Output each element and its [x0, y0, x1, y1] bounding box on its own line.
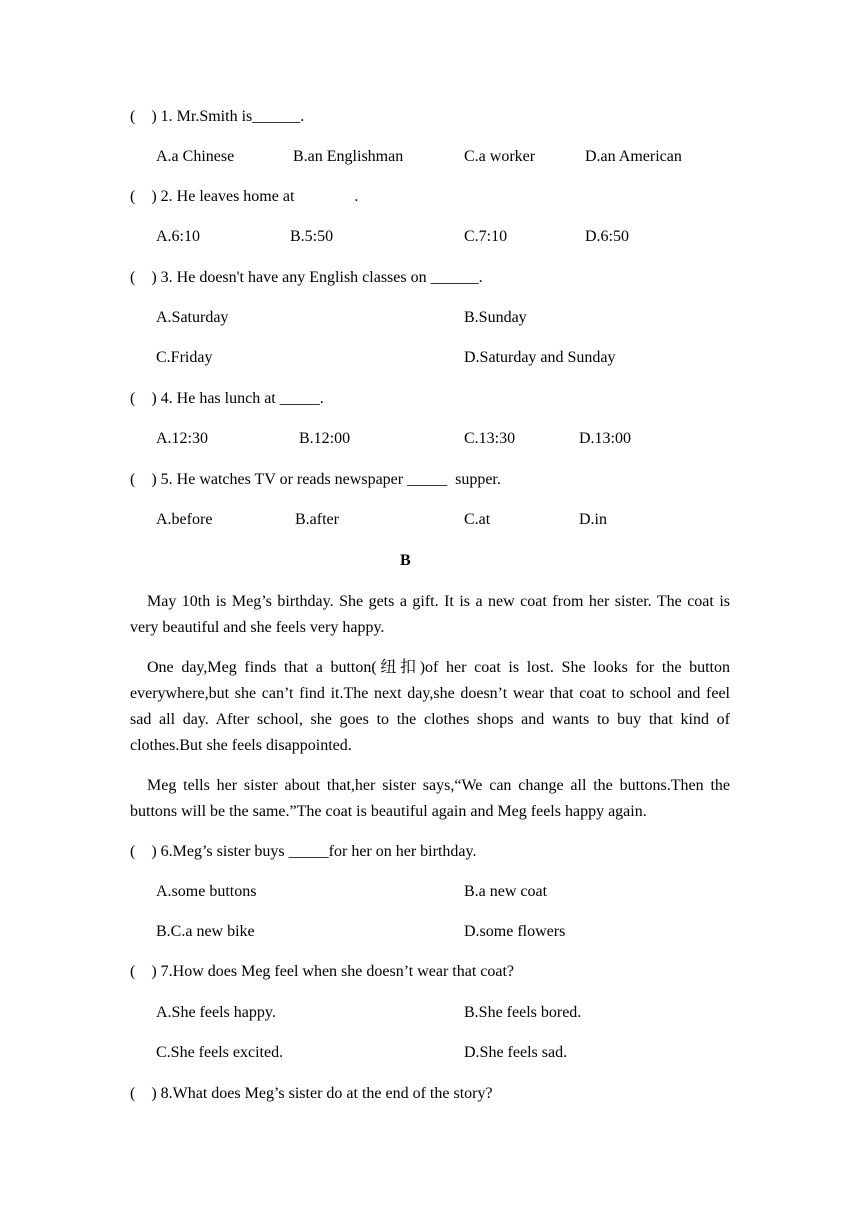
question-3 — [130, 269, 483, 287]
question-7 — [130, 963, 514, 981]
option-d: D.an American — [585, 148, 682, 165]
passage-paragraph-1: May 10th is Meg’s birthday. She gets a gift. It is a new coat from her sister. The coat is very beautiful and she feels very happy. — [130, 593, 730, 636]
answer-paren-open: ( — [130, 269, 136, 286]
question-2 — [130, 188, 358, 206]
question-stem: 1. Mr.Smith is — [160, 108, 253, 125]
section-heading: B — [400, 552, 411, 569]
answer-paren-open: ( — [130, 390, 136, 407]
option-a: A.before — [156, 511, 213, 528]
option-a: A.Saturday — [156, 309, 229, 326]
answer-paren-close: ) — [151, 1085, 157, 1102]
option-b: B.5:50 — [290, 228, 334, 245]
question-stem: 4. He has lunch at — [160, 390, 276, 407]
question-blank: ______ — [430, 269, 479, 286]
answer-paren-close: ) — [151, 963, 157, 980]
option-d: D.6:50 — [585, 228, 629, 245]
option-c: C.Friday — [156, 349, 213, 366]
question-stem-end: for her on her birthday. — [328, 843, 477, 860]
answer-paren-close: ) — [151, 390, 157, 407]
option-b: B.after — [295, 511, 339, 528]
question-1 — [130, 108, 304, 126]
option-b: B.Sunday — [464, 309, 527, 326]
question-8 — [130, 1085, 493, 1103]
question-stem-end: supper. — [455, 471, 501, 488]
answer-paren-close: ) — [151, 188, 157, 205]
answer-paren-close: ) — [151, 269, 157, 286]
option-a: A.some buttons — [156, 883, 257, 900]
answer-paren-close: ) — [151, 843, 157, 860]
question-stem-end: . — [319, 390, 324, 407]
answer-paren-close: ) — [151, 471, 157, 488]
question-blank: _____ — [279, 390, 320, 407]
option-c: C.13:30 — [464, 430, 516, 447]
option-c: C.She feels excited. — [156, 1044, 284, 1061]
option-a: A.12:30 — [156, 430, 208, 447]
answer-paren-close: ) — [151, 108, 157, 125]
option-b: B.She feels bored. — [464, 1004, 582, 1021]
question-blank: _____ — [407, 471, 448, 488]
answer-paren-open: ( — [130, 108, 136, 125]
answer-paren-open: ( — [130, 188, 136, 205]
question-stem: 8.What does Meg’s sister do at the end of the story? — [160, 1085, 493, 1102]
answer-paren-open: ( — [130, 471, 136, 488]
option-d: D.Saturday and Sunday — [464, 349, 616, 366]
option-d: D.She feels sad. — [464, 1044, 568, 1061]
option-c: B.C.a new bike — [156, 923, 255, 940]
option-a: A.6:10 — [156, 228, 200, 245]
option-b: B.a new coat — [464, 883, 548, 900]
option-c: C.a worker — [464, 148, 536, 165]
question-stem: 7.How does Meg feel when she doesn’t wear that coat? — [160, 963, 515, 980]
option-d: D.13:00 — [579, 430, 631, 447]
option-c: C.7:10 — [464, 228, 508, 245]
question-blank: ______ — [252, 108, 301, 125]
option-c: C.at — [464, 511, 491, 528]
question-stem-end: . — [354, 188, 359, 205]
question-stem: 5. He watches TV or reads newspaper — [160, 471, 404, 488]
question-5 — [130, 471, 501, 489]
passage-paragraph-3: Meg tells her sister about that,her sister says,“We can change all the buttons.Then the buttons will be the same.”The coat is beautiful again and Meg feels happy again. — [130, 777, 730, 820]
option-a: A.a Chinese — [156, 148, 235, 165]
passage-paragraph-2: One day,Meg finds that a button(纽扣)of her coat is lost. She looks for the button everywhere,but she can’t find it.The next day,she doesn’t wear that coat to school and feel sad all day. After school, she goes to the clothes shops and wants to buy that kind of clothes.But she feels disappointed. — [130, 659, 730, 754]
question-stem: 3. He doesn't have any English classes on — [160, 269, 427, 286]
answer-paren-open: ( — [130, 1085, 136, 1102]
question-stem: 6.Meg’s sister buys — [160, 843, 285, 860]
question-blank: _____ — [288, 843, 329, 860]
option-b: B.an Englishman — [293, 148, 404, 165]
option-b: B.12:00 — [299, 430, 351, 447]
answer-paren-open: ( — [130, 963, 136, 980]
option-d: D.in — [579, 511, 607, 528]
question-stem: 2. He leaves home at — [160, 188, 295, 205]
question-stem-end: . — [478, 269, 483, 286]
question-4 — [130, 390, 324, 408]
question-stem-end: . — [300, 108, 305, 125]
question-6 — [130, 843, 476, 861]
answer-paren-open: ( — [130, 843, 136, 860]
option-a: A.She feels happy. — [156, 1004, 276, 1021]
option-d: D.some flowers — [464, 923, 566, 940]
